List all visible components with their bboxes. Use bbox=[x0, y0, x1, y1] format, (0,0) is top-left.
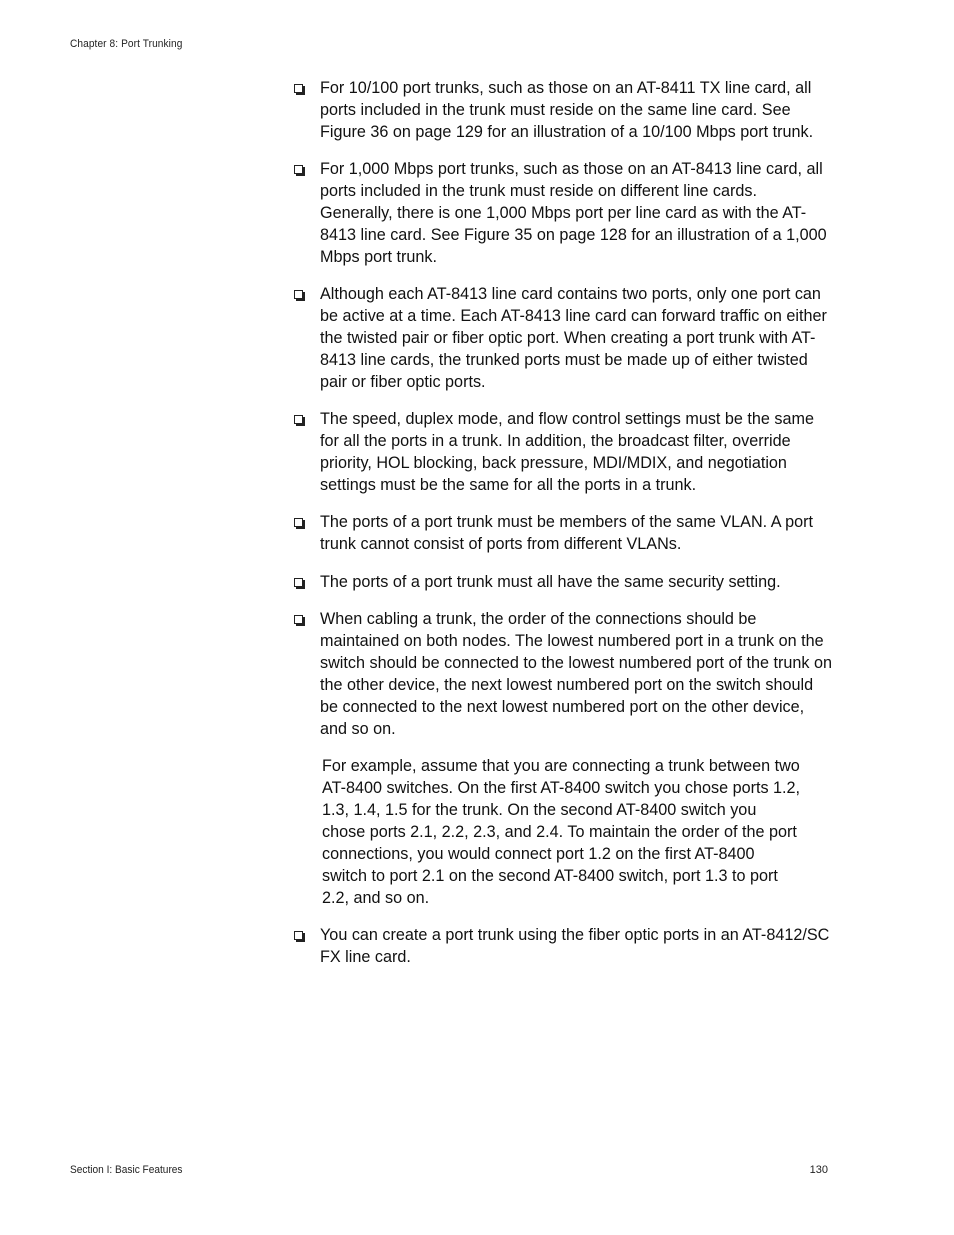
page-body bbox=[294, 78, 834, 984]
list-item-text: The speed, duplex mode, and flow control settings must be the same for all the ports in a trunk. In addition, the broadcast filter, override priority, HOL blocking, back pressure, MDI/MDIX, and negotiation settings must be the same for all the ports in a trunk. bbox=[320, 410, 814, 494]
list-item-text: For 10/100 port trunks, such as those on an AT-8411 TX line card, all ports included in the trunk must reside on the same line card. See Figure 36 on page 129 for an illustration of a 10/100 Mbps port trunk. bbox=[320, 79, 814, 141]
footer-section: Section I: Basic Features bbox=[70, 1164, 183, 1176]
list-item bbox=[294, 572, 834, 594]
list-item bbox=[294, 409, 834, 497]
list-item-text: The ports of a port trunk must be members of the same VLAN. A port trunk cannot consist of ports from different VLANs. bbox=[320, 513, 814, 554]
checkbox-bullet-icon bbox=[294, 578, 303, 587]
list-item bbox=[294, 512, 834, 556]
page-number: 130 bbox=[809, 1164, 828, 1176]
list-item-text: Although each AT-8413 line card contains two ports, only one port can be active at a time. Each AT-8413 line card can forward traffic on either the twisted pair or fiber optic port. When creating a port trunk with AT-8413 line cards, the trunked ports must be made up of either twisted pair or fiber optic ports. bbox=[320, 285, 827, 391]
list-item bbox=[294, 609, 834, 740]
list-item bbox=[294, 159, 834, 269]
checkbox-bullet-icon bbox=[294, 165, 303, 174]
checkbox-bullet-icon bbox=[294, 518, 303, 527]
example-paragraph: For example, assume that you are connecting a trunk between two AT-8400 switches. On the first AT-8400 switch you chose ports 1.2, 1.3, 1.4, 1.5 for the trunk. On the second AT-8400 switch you chose ports 2.1, 2.2, 2.3, and 2.4. To maintain the order of the port connections, you would connect port 1.2 on the first AT-8400 switch to port 2.1 on the second AT-8400 switch, port 1.3 to port 2.2, and so on. bbox=[322, 757, 801, 907]
list-item-text: For 1,000 Mbps port trunks, such as those on an AT-8413 line card, all ports included in the trunk must reside on different line cards. Generally, there is one 1,000 Mbps port per line card as with the AT-8413 line card. See Figure 35 on page 128 for an illustration of a 1,000 Mbps port trunk. bbox=[320, 160, 827, 266]
checkbox-bullet-icon bbox=[294, 84, 303, 93]
checkbox-bullet-icon bbox=[294, 415, 303, 424]
checkbox-bullet-icon bbox=[294, 290, 303, 299]
list-item bbox=[294, 284, 834, 394]
list-item bbox=[294, 925, 834, 969]
running-header: Chapter 8: Port Trunking bbox=[70, 38, 183, 50]
list-item-text: When cabling a trunk, the order of the connections should be maintained on both nodes. The lowest numbered port in a trunk on the switch should be connected to the lowest numbered port of the trunk on the other device, the next lowest numbered port on the switch should be connected to the next lowest numbered port on the other device, and so on. bbox=[320, 610, 833, 738]
checkbox-bullet-icon bbox=[294, 615, 303, 624]
list-item-text: The ports of a port trunk must all have the same security setting. bbox=[320, 572, 781, 591]
checkbox-bullet-icon bbox=[294, 931, 303, 940]
list-item-text: You can create a port trunk using the fiber optic ports in an AT-8412/SC FX line card. bbox=[320, 925, 830, 966]
list-item bbox=[294, 78, 834, 144]
